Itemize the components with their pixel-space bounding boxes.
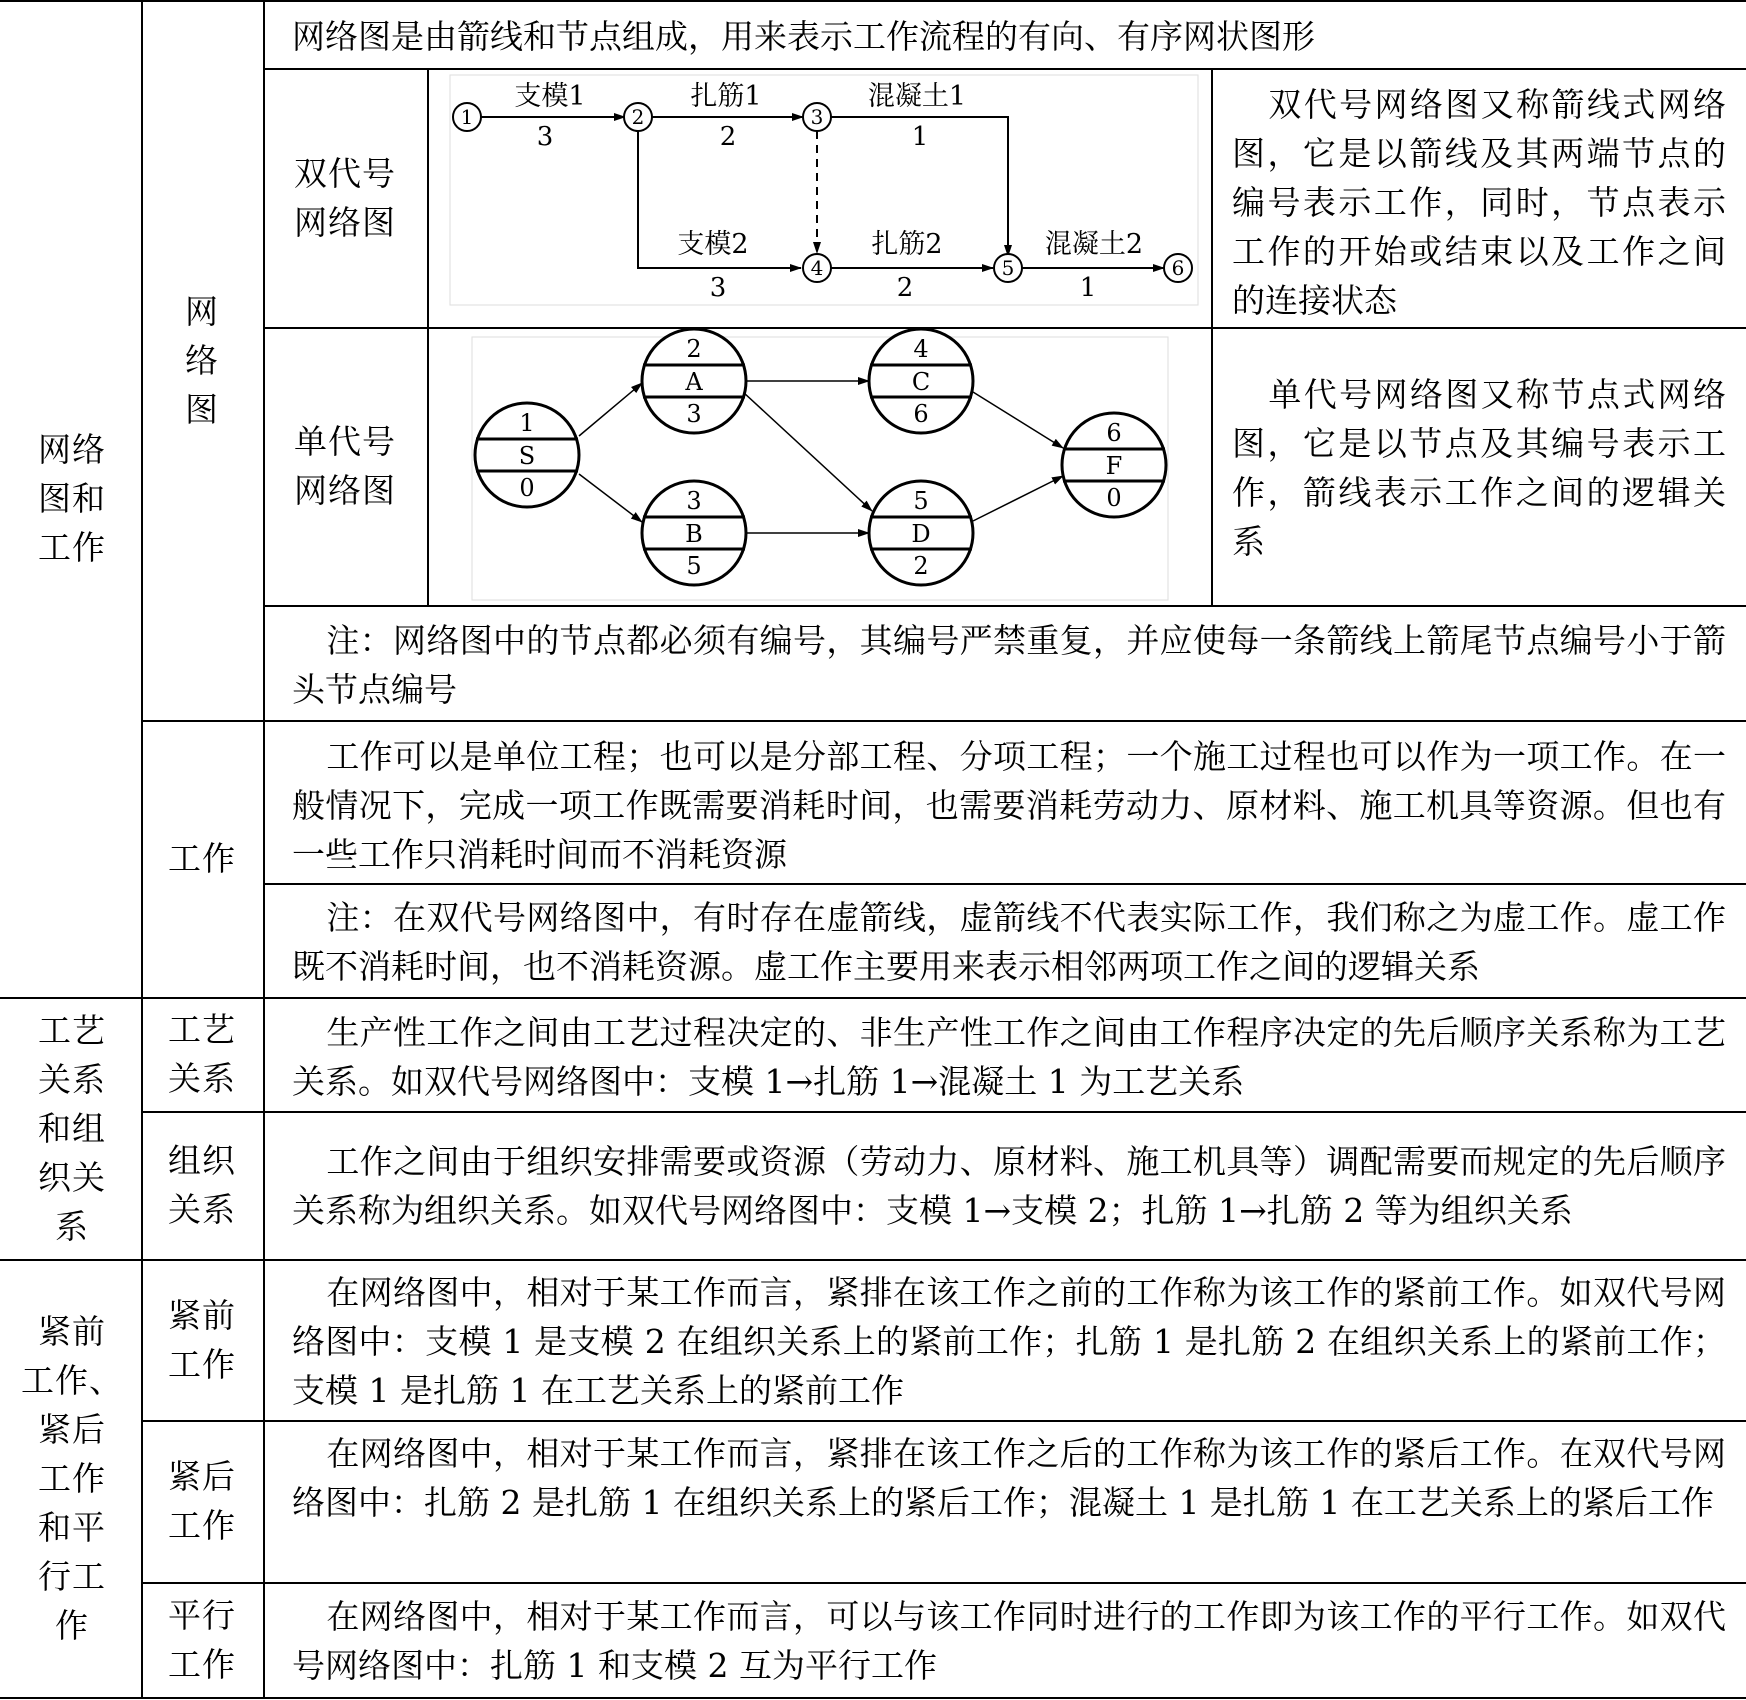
svg-text:1: 1 [519,409,535,437]
double-code-label: 双代号 网络图 [294,153,396,242]
rule [0,1259,1746,1261]
predecessor-text: 在网络图中，相对于某工作而言，紧排在该工作之前的工作称为该工作的紧前工作。如双代号网络图中：支模 1 是支模 2 在组织关系上的紧前工作；扎筋 1 是扎筋 2 在组织关系上的紧前工作；支模 1 是扎筋 1 在工艺关系上的紧前工作 [292,1273,1726,1410]
svg-text:0: 0 [519,474,535,502]
rule [141,1111,1746,1113]
column-divider [1211,68,1213,607]
event-node-3 [803,103,831,131]
arrow-C-F [973,392,1063,448]
rule [141,720,1746,722]
svg-text:S: S [518,442,536,470]
sub-label-org-relation: 组织 关系 [168,1141,236,1229]
rule [263,883,1746,885]
double-code-network-diagram [429,70,1209,325]
svg-text:5: 5 [686,552,702,580]
section-label-process-org: 工艺 关系 和组 织关 系 [38,1010,106,1246]
org-relation-text: 工作之间由于组织安排需要或资源（劳动力、原材料、施工机具等）调配需要而规定的先后顺序关系称为组织关系。如双代号网络图中：支模 1→支模 2；扎筋 1→扎筋 2 等为组织关系 [292,1142,1726,1230]
sub-label-network: 网 络 图 [185,291,219,429]
section-label-network-and-work: 网络 图和 工作 [38,430,106,567]
svg-text:4: 4 [913,335,929,363]
activity-node-D [869,481,973,585]
sub-label-work: 工作 [168,839,236,878]
activity-label: 扎筋2 [871,229,943,260]
svg-text:B: B [685,520,703,548]
rule [141,1420,1746,1422]
svg-text:3: 3 [686,487,702,515]
rule [0,997,1746,999]
svg-text:6: 6 [913,400,929,428]
svg-text:C: C [911,368,931,396]
successor-text: 在网络图中，相对于某工作而言，紧排在该工作之后的工作称为该工作的紧后工作。在双代号网络图中：扎筋 2 是扎筋 1 在组织关系上的紧后工作；混凝土 1 是扎筋 1 在工艺关系上的紧后工作 [292,1434,1726,1522]
svg-text:2: 2 [913,552,929,580]
sub-label-predecessor: 紧前 工作 [168,1295,236,1384]
activity-duration: 2 [719,122,737,152]
svg-text:2: 2 [686,335,702,363]
table-top-border [0,0,1746,2]
event-node-6 [1164,254,1192,282]
sub-label-process-relation: 工艺 关系 [168,1010,236,1098]
svg-text:2: 2 [631,105,645,129]
activity-duration: 1 [1079,273,1097,303]
table-bottom-border [0,1697,1746,1699]
work-description: 工作可以是单位工程；也可以是分部工程、分项工程；一个施工过程也可以作为一项工作。在一般情况下，完成一项工作既需要消耗时间，也需要消耗劳动力、原材料、施工机具等资源。但也有一些工作只消耗时间而不消耗资源 [292,737,1726,874]
svg-text:0: 0 [1106,484,1122,512]
rule [263,605,1746,607]
single-code-label: 单代号 网络图 [294,422,396,510]
activity-duration: 3 [536,122,554,152]
event-node-4 [803,254,831,282]
double-code-description: 双代号网络图又称箭线式网络图，它是以箭线及其两端节点的编号表示工作，同时，节点表示工作的开始或结束以及工作之间的连接状态 [1232,85,1726,320]
activity-label: 支模1 [514,81,586,112]
activity-node-B [642,481,746,585]
svg-text:5: 5 [1001,256,1015,280]
arrow-D-F [973,476,1063,521]
svg-text:A: A [685,368,703,396]
activity-label: 支模2 [677,229,749,260]
sub-label-successor: 紧后 工作 [168,1457,236,1545]
svg-text:5: 5 [913,487,929,515]
svg-text:6: 6 [1171,256,1185,280]
event-node-2 [624,103,652,131]
event-node-5 [994,254,1022,282]
svg-text:F: F [1105,452,1123,480]
activity-node-C [869,329,973,433]
network-note: 注：网络图中的节点都必须有编号，其编号严禁重复，并应使每一条箭线上箭尾节点编号小于箭头节点编号 [292,621,1726,709]
svg-text:1: 1 [460,105,474,129]
section-label-pred-succ: 紧前 工作、 紧后 工作 和平 行工 作 [21,1311,123,1645]
work-note: 注：在双代号网络图中，有时存在虚箭线，虚箭线不代表实际工作，我们称之为虚工作。虚工作既不消耗时间，也不消耗资源。虚工作主要用来表示相邻两项工作之间的逻辑关系 [292,898,1726,986]
network-definition: 网络图是由箭线和节点组成，用来表示工作流程的有向、有序网状图形 [292,17,1315,56]
activity-node-F [1062,413,1166,517]
single-code-network-diagram [429,329,1209,603]
activity-node-A [642,329,746,433]
process-relation-text: 生产性工作之间由工艺过程决定的、非生产性工作之间由工作程序决定的先后顺序关系称为工艺关系。如双代号网络图中：支模 1→扎筋 1→混凝土 1 为工艺关系 [292,1013,1726,1101]
activity-label: 混凝土2 [1044,229,1144,260]
parallel-text: 在网络图中，相对于某工作而言，可以与该工作同时进行的工作即为该工作的平行工作。如双代号网络图中：扎筋 1 和支模 2 互为平行工作 [292,1597,1726,1685]
activity-duration: 2 [896,273,914,303]
svg-text:3: 3 [686,400,702,428]
activity-duration: 1 [911,122,929,152]
svg-text:D: D [911,520,931,548]
activity-node-S [475,403,579,507]
sub-label-parallel: 平行 工作 [168,1595,236,1684]
column-divider [263,0,265,1699]
activity-label: 混凝土1 [867,81,967,112]
activity-label: 扎筋1 [690,81,762,112]
svg-text:3: 3 [810,105,824,129]
activity-duration: 3 [709,273,727,303]
arrow-A-D [743,392,872,511]
arrow-S-B [579,474,642,522]
svg-text:6: 6 [1106,419,1122,447]
single-code-description: 单代号网络图又称节点式网络图，它是以节点及其编号表示工作，箭线表示工作之间的逻辑关系 [1232,375,1726,561]
svg-text:4: 4 [810,256,824,280]
arrow-S-A [579,383,642,436]
event-node-1 [453,103,481,131]
rule [141,1582,1746,1584]
